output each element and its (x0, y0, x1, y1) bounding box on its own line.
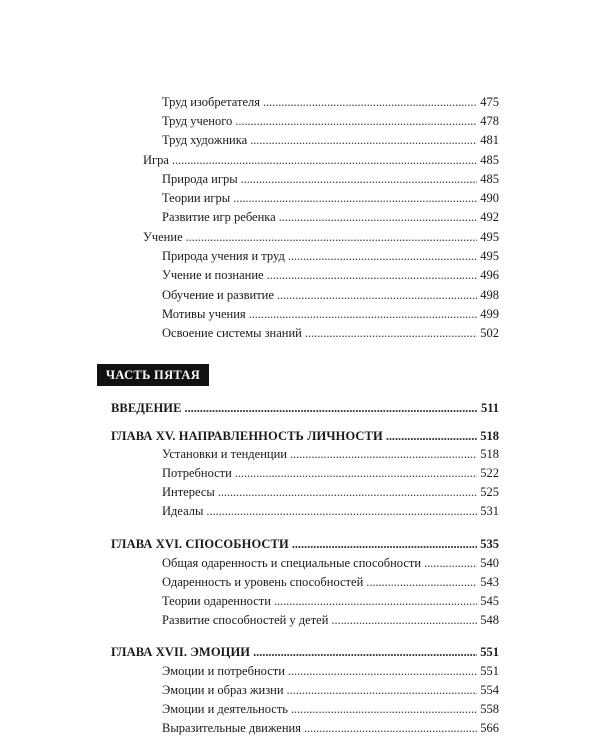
toc-entry[interactable] (162, 287, 499, 303)
toc-entry[interactable] (162, 306, 499, 322)
toc-entry[interactable] (162, 484, 499, 500)
toc-entry[interactable] (162, 267, 499, 283)
toc-entry-title: Освоение системы знаний (162, 326, 302, 340)
toc-entry-title: Труд художника (162, 133, 248, 147)
dot-leader (218, 484, 477, 500)
toc-entry[interactable] (162, 682, 499, 698)
toc-chapter-title: ГЛАВА XV. НАПРАВЛЕННОСТЬ ЛИЧНОСТИ (111, 429, 383, 443)
toc-entry-title: Труд ученого (162, 114, 233, 128)
toc-entry-title: Установки и тенденции (162, 447, 287, 461)
toc-entry[interactable] (162, 663, 499, 679)
toc-introduction-title: ВВЕДЕНИЕ (111, 401, 182, 415)
toc-entry-title: Общая одаренность и специальные способности (162, 556, 422, 570)
toc-chapter-page: 535 (480, 537, 499, 551)
toc-chapter-page: 518 (480, 429, 499, 443)
toc-entry-page: 551 (480, 664, 499, 678)
toc-entry[interactable] (162, 248, 499, 264)
toc-entry-title: Развитие способностей у детей (162, 613, 329, 627)
dot-leader (206, 503, 477, 519)
toc-entry-page: 495 (480, 249, 499, 263)
toc-entry[interactable] (162, 132, 499, 148)
toc-entry-title: Эмоции и потребности (162, 664, 285, 678)
toc-entry-title: Природа учения и труд (162, 249, 285, 263)
toc-chapter[interactable] (111, 536, 499, 552)
dot-leader (386, 428, 477, 444)
dot-leader (292, 536, 477, 552)
toc-entry-title: Природа игры (162, 172, 238, 186)
toc-entry-page: 475 (480, 95, 499, 109)
dot-leader (235, 113, 477, 129)
toc-entry-page: 531 (480, 504, 499, 518)
toc-entry[interactable] (162, 720, 499, 736)
toc-entry-title: Теории одаренности (162, 594, 271, 608)
dot-leader (331, 612, 477, 628)
toc-entry[interactable] (162, 593, 499, 609)
dot-leader (288, 248, 477, 264)
toc-section-title: Учение (143, 230, 183, 244)
toc-entry[interactable] (162, 555, 499, 571)
part-heading: ЧАСТЬ ПЯТАЯ (97, 364, 209, 386)
toc-entry-page: 548 (480, 613, 499, 627)
dot-leader (267, 267, 478, 283)
toc-entry[interactable] (162, 574, 499, 590)
toc-entry-page: 490 (480, 191, 499, 205)
toc-entry-page: 485 (480, 172, 499, 186)
toc-section[interactable] (143, 229, 499, 245)
dot-leader (235, 465, 477, 481)
toc-entry-page: 492 (480, 210, 499, 224)
toc-entry-title: Развитие игр ребенка (162, 210, 276, 224)
toc-entry[interactable] (162, 325, 499, 341)
toc-entry-page: 554 (480, 683, 499, 697)
toc-entry-title: Мотивы учения (162, 307, 246, 321)
toc-introduction[interactable] (111, 400, 499, 416)
toc-section-page: 485 (480, 153, 499, 167)
toc-chapter-page: 551 (480, 645, 499, 659)
toc-entry[interactable] (162, 171, 499, 187)
dot-leader (250, 132, 477, 148)
toc-entry-title: Интересы (162, 485, 215, 499)
dot-leader (304, 720, 477, 736)
toc-entry[interactable] (162, 465, 499, 481)
dot-leader (424, 555, 477, 571)
toc-entry-title: Эмоции и образ жизни (162, 683, 284, 697)
toc-chapter[interactable] (111, 428, 499, 444)
dot-leader (172, 152, 477, 168)
dot-leader (277, 287, 477, 303)
toc-entry-title: Потребности (162, 466, 232, 480)
dot-leader (263, 94, 477, 110)
toc-chapter-title: ГЛАВА XVI. СПОСОБНОСТИ (111, 537, 289, 551)
toc-entry-page: 498 (480, 288, 499, 302)
toc-entry-page: 478 (480, 114, 499, 128)
toc-entry-page: 525 (480, 485, 499, 499)
toc-entry-page: 566 (480, 721, 499, 735)
dot-leader (279, 209, 478, 225)
toc-entry-title: Обучение и развитие (162, 288, 274, 302)
dot-leader (185, 400, 478, 416)
dot-leader (291, 701, 477, 717)
toc-entry[interactable] (162, 94, 499, 110)
toc-section-page: 495 (480, 230, 499, 244)
dot-leader (233, 190, 477, 206)
dot-leader (305, 325, 477, 341)
dot-leader (290, 446, 477, 462)
dot-leader (249, 306, 478, 322)
toc-section[interactable] (143, 152, 499, 168)
toc-entry-title: Учение и познание (162, 268, 264, 282)
toc-entry[interactable] (162, 113, 499, 129)
toc-entry-page: 558 (480, 702, 499, 716)
toc-entry-page: 522 (480, 466, 499, 480)
toc-entry-title: Выразительные движения (162, 721, 301, 735)
toc-section-title: Игра (143, 153, 169, 167)
dot-leader (253, 644, 477, 660)
toc-entry-page: 540 (480, 556, 499, 570)
toc-entry-page: 496 (480, 268, 499, 282)
dot-leader (241, 171, 478, 187)
toc-entry[interactable] (162, 209, 499, 225)
toc-entry-page: 543 (480, 575, 499, 589)
toc-entry-page: 518 (480, 447, 499, 461)
toc-entry-page: 481 (480, 133, 499, 147)
toc-entry[interactable] (162, 612, 499, 628)
dot-leader (288, 663, 477, 679)
dot-leader (287, 682, 478, 698)
toc-chapter[interactable] (111, 644, 499, 660)
toc-entry-title: Одаренность и уровень способностей (162, 575, 364, 589)
toc-entry-page: 499 (480, 307, 499, 321)
toc-entry-title: Труд изобретателя (162, 95, 260, 109)
toc-entry-page: 502 (480, 326, 499, 340)
toc-entry-title: Теории игры (162, 191, 231, 205)
toc-introduction-page: 511 (480, 401, 499, 415)
toc-entry[interactable] (162, 503, 499, 519)
toc-entry[interactable] (162, 446, 499, 462)
dot-leader (366, 574, 477, 590)
toc-entry[interactable] (162, 701, 499, 717)
dot-leader (186, 229, 478, 245)
toc-chapter-title: ГЛАВА XVII. ЭМОЦИИ (111, 645, 251, 659)
dot-leader (274, 593, 477, 609)
toc-entry[interactable] (162, 190, 499, 206)
toc-entry-title: Идеалы (162, 504, 204, 518)
toc-entry-title: Эмоции и деятельность (162, 702, 288, 716)
toc-entry-page: 545 (480, 594, 499, 608)
